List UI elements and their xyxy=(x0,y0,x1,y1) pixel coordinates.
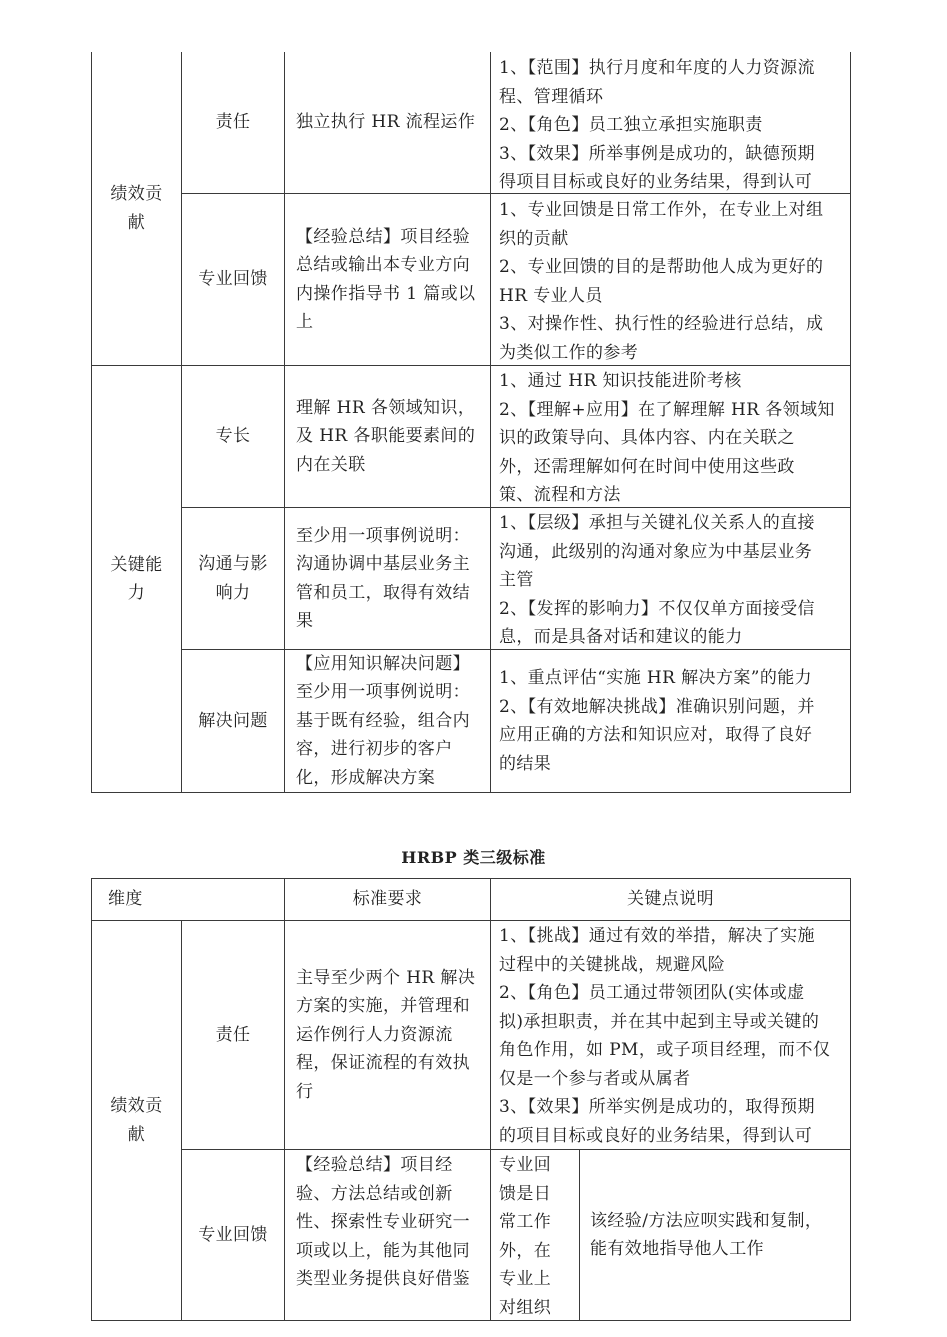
note-item: 1、通过 HR 知识技能进阶考核 xyxy=(499,371,742,391)
note-item: 3、对操作性、执行性的经验进行总结，成 为类似工作的参考 xyxy=(499,314,824,363)
notes-cell xyxy=(499,54,849,193)
item-label: 沟通与影 响力 xyxy=(198,554,268,603)
note-item: 2、专业回馈的目的是帮助他人成为更好的 HR 专业人员 xyxy=(499,257,824,306)
requirement-text: 【经验总结】项目经 验、方法总结或创新 性、探索性专业研究一 项或以上，能为其他同 类型业务提供良好借鉴 xyxy=(296,1155,470,1289)
dimension-cell xyxy=(92,52,181,365)
note-item: 2、【发挥的影响力】不仅仅单方面接受信 息，而是具备对话和建议的能力 xyxy=(499,598,815,647)
note-item: 2、【角色】员工独立承担实施职责 xyxy=(499,115,763,135)
requirement-text: 【应用知识解决问题】 至少用一项事例说明： 基于既有经验，组合内 容，进行初步的客户 化，形成解决方案 xyxy=(296,653,470,788)
note-item: 2、【角色】员工通过带领团队(实体或虚 拟)承担职责，并在其中起到主导或关键的 角色作用，如 PM，或子项目经理，而不仅 仅是一个参与者或从属者 xyxy=(499,983,831,1089)
requirement-cell xyxy=(296,921,486,1149)
notes-cell xyxy=(499,367,849,507)
item-label: 专业回馈 xyxy=(198,269,268,290)
requirement-text: 【经验总结】项目经验 总结或输出本专业方向 内操作指导书 1 篇或以 上 xyxy=(296,226,476,332)
item-cell xyxy=(182,650,284,792)
note-item: 3、【效果】所举实例是成功的，取得预期 的项目目标或良好的业务结果，得到认可 xyxy=(499,1097,815,1146)
requirement-cell xyxy=(296,650,486,792)
item-cell xyxy=(182,1150,284,1320)
note-item: 1、【范围】执行月度和年度的人力资源流 程、管理循环 xyxy=(499,58,815,107)
header-dimension-label: 维度 xyxy=(108,889,143,910)
dimension-cell xyxy=(92,366,181,792)
notes-cell xyxy=(499,922,849,1149)
section-title: HRBP 类三级标准 xyxy=(401,848,546,867)
requirement-text: 独立执行 HR 流程运作 xyxy=(296,112,476,133)
item-label: 责任 xyxy=(215,1024,251,1045)
item-label: 责任 xyxy=(215,112,251,133)
item-cell xyxy=(182,366,284,507)
requirement-cell xyxy=(296,366,486,507)
requirement-cell xyxy=(296,1151,488,1320)
requirement-text: 理解 HR 各领域知识， 及 HR 各职能要素间的 内在关联 xyxy=(296,397,476,475)
requirement-cell xyxy=(296,194,486,365)
notes-cell xyxy=(499,650,849,792)
header-requirement-label: 标准要求 xyxy=(352,889,423,910)
dimension-label: 绩效贡 献 xyxy=(110,184,163,233)
dimension-label: 绩效贡 献 xyxy=(110,1096,163,1145)
header-dimension xyxy=(108,879,188,920)
header-notes xyxy=(491,879,850,920)
item-label: 解决问题 xyxy=(198,710,268,731)
requirement-cell xyxy=(296,508,486,649)
requirement-text: 主导至少两个 HR 解决 方案的实施，并管理和 运作例行人力资源流 程，保证流程的有效执 行 xyxy=(296,967,476,1102)
dimension-cell xyxy=(92,921,181,1320)
item-cell xyxy=(182,921,284,1149)
note-item: 1、重点评估“实施 HR 解决方案”的能力 xyxy=(499,668,813,688)
notes-right-cell xyxy=(590,1150,849,1320)
dimension-label: 关键能 力 xyxy=(110,554,163,603)
notes-left-cell xyxy=(499,1151,579,1320)
note-item: 3、【效果】所举事例是成功的，缺德预期 得项目目标或良好的业务结果，得到认可 xyxy=(499,143,815,192)
item-cell xyxy=(182,508,284,649)
item-cell xyxy=(182,194,284,365)
notes-cell xyxy=(499,509,849,649)
item-label: 专业回馈 xyxy=(198,1224,268,1245)
requirement-text: 至少用一项事例说明： 沟通协调中基层业务主 管和员工，取得有效结 果 xyxy=(296,525,470,631)
note-item: 2、【理解+应用】在了解理解 HR 各领域知 识的政策导向、具体内容、内在关联之 外，还需理解如何在时间中使用这些政 策、流程和方法 xyxy=(499,399,835,505)
header-notes-label: 关键点说明 xyxy=(627,889,714,910)
item-cell xyxy=(182,52,284,193)
note-item: 2、【有效地解决挑战】准确识别问题，并 应用正确的方法和知识应对，取得了良好 的结果 xyxy=(499,696,815,774)
note-right-text: 该经验/方法应呗实践和复制， 能有效地指导他人工作 xyxy=(590,1210,823,1259)
requirement-cell xyxy=(296,52,486,193)
note-item: 1、【层级】承担与关键礼仪关系人的直接 沟通，此级别的沟通对象应为中基层业务 主管 xyxy=(499,513,815,590)
note-left-text: 专业回 馈是日 常工作 外，在 专业上 对组织 xyxy=(499,1155,552,1318)
header-requirement xyxy=(285,879,490,920)
item-label: 专长 xyxy=(215,426,251,447)
note-item: 1、【挑战】通过有效的举措，解决了实施 过程中的关键挑战，规避风险 xyxy=(499,926,815,975)
notes-cell xyxy=(499,196,849,365)
note-item: 1、专业回馈是日常工作外，在专业上对组 织的贡献 xyxy=(499,200,824,249)
